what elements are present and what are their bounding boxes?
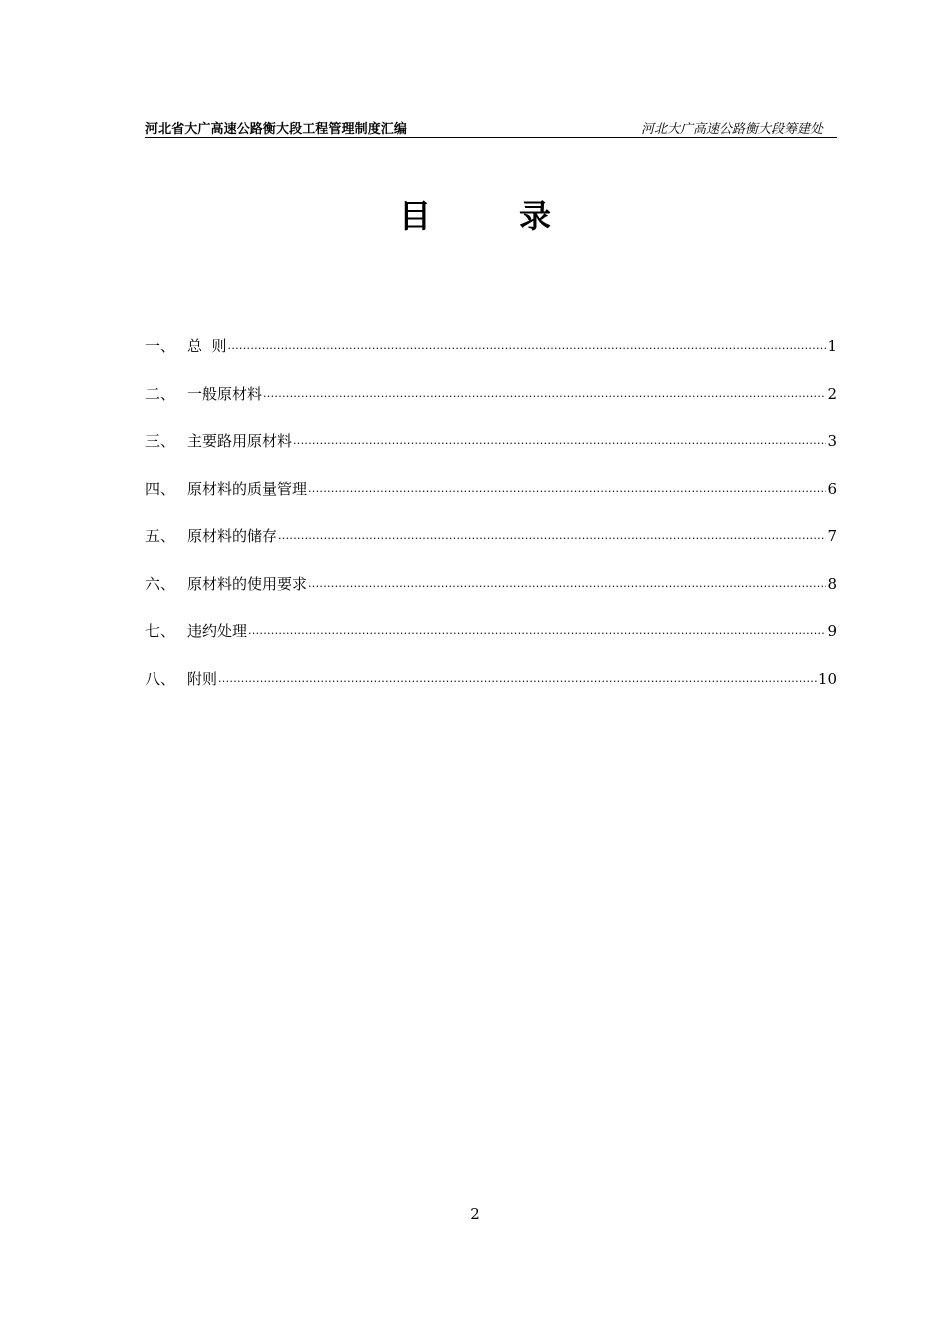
toc-entry-page: 10 — [817, 669, 837, 688]
toc-entry-label: 原材料的使用要求 — [187, 574, 308, 593]
toc-entry-label: 主要路用原材料 — [187, 432, 293, 450]
toc-entry-number: 一、 — [145, 337, 176, 355]
toc-leader-dots — [293, 429, 826, 453]
page-header — [145, 117, 837, 138]
toc-entry[interactable] — [145, 524, 837, 572]
toc-entry[interactable] — [145, 429, 837, 477]
toc-entry-label: 违约处理 — [187, 622, 248, 640]
toc-entry-page: 9 — [827, 622, 837, 640]
toc-entry-page: 6 — [827, 479, 837, 498]
toc-title-char-2: 录 — [519, 197, 552, 235]
toc-entry-number: 五、 — [145, 527, 176, 545]
toc-leader-dots — [228, 334, 827, 358]
toc-entry-page: 7 — [827, 527, 837, 545]
toc-entry-number: 四、 — [145, 479, 176, 498]
header-organization: 河北大广高速公路衡大段筹建处 — [640, 122, 823, 137]
toc-leader-dots — [308, 572, 826, 596]
toc-entry-label: 原材料的质量管理 — [187, 479, 308, 498]
header-title: 河北省大广高速公路衡大段工程管理制度汇编 — [145, 122, 408, 137]
toc-entry[interactable] — [145, 382, 837, 430]
toc-leader-dots — [218, 667, 817, 691]
toc-entry-number: 二、 — [145, 384, 176, 403]
toc-title — [0, 192, 950, 240]
toc-entry[interactable] — [145, 334, 837, 382]
toc-entry-page: 3 — [827, 432, 837, 450]
toc-entry-page: 1 — [827, 337, 837, 355]
toc-leader-dots — [248, 619, 826, 643]
toc-entry[interactable] — [145, 572, 837, 620]
toc-entry-number: 六、 — [145, 574, 176, 593]
page-number: 2 — [470, 1205, 480, 1223]
toc-entry[interactable] — [145, 477, 837, 525]
toc-leader-dots — [263, 382, 826, 406]
toc-leader-dots — [308, 477, 826, 501]
toc-entry[interactable] — [145, 667, 837, 715]
toc-entry-page: 2 — [827, 384, 837, 403]
toc-entry[interactable] — [145, 619, 837, 667]
toc-entry-page: 8 — [827, 574, 837, 593]
table-of-contents — [145, 334, 837, 714]
toc-entry-label: 总 则 — [187, 337, 227, 355]
toc-entry-label: 附则 — [187, 669, 218, 688]
toc-entry-label: 原材料的储存 — [187, 527, 278, 545]
toc-entry-number: 八、 — [145, 669, 176, 688]
toc-leader-dots — [278, 524, 826, 548]
toc-entry-number: 三、 — [145, 432, 176, 450]
toc-entry-number: 七、 — [145, 622, 176, 640]
toc-title-char-1: 目 — [398, 197, 431, 235]
toc-entry-label: 一般原材料 — [187, 384, 263, 403]
